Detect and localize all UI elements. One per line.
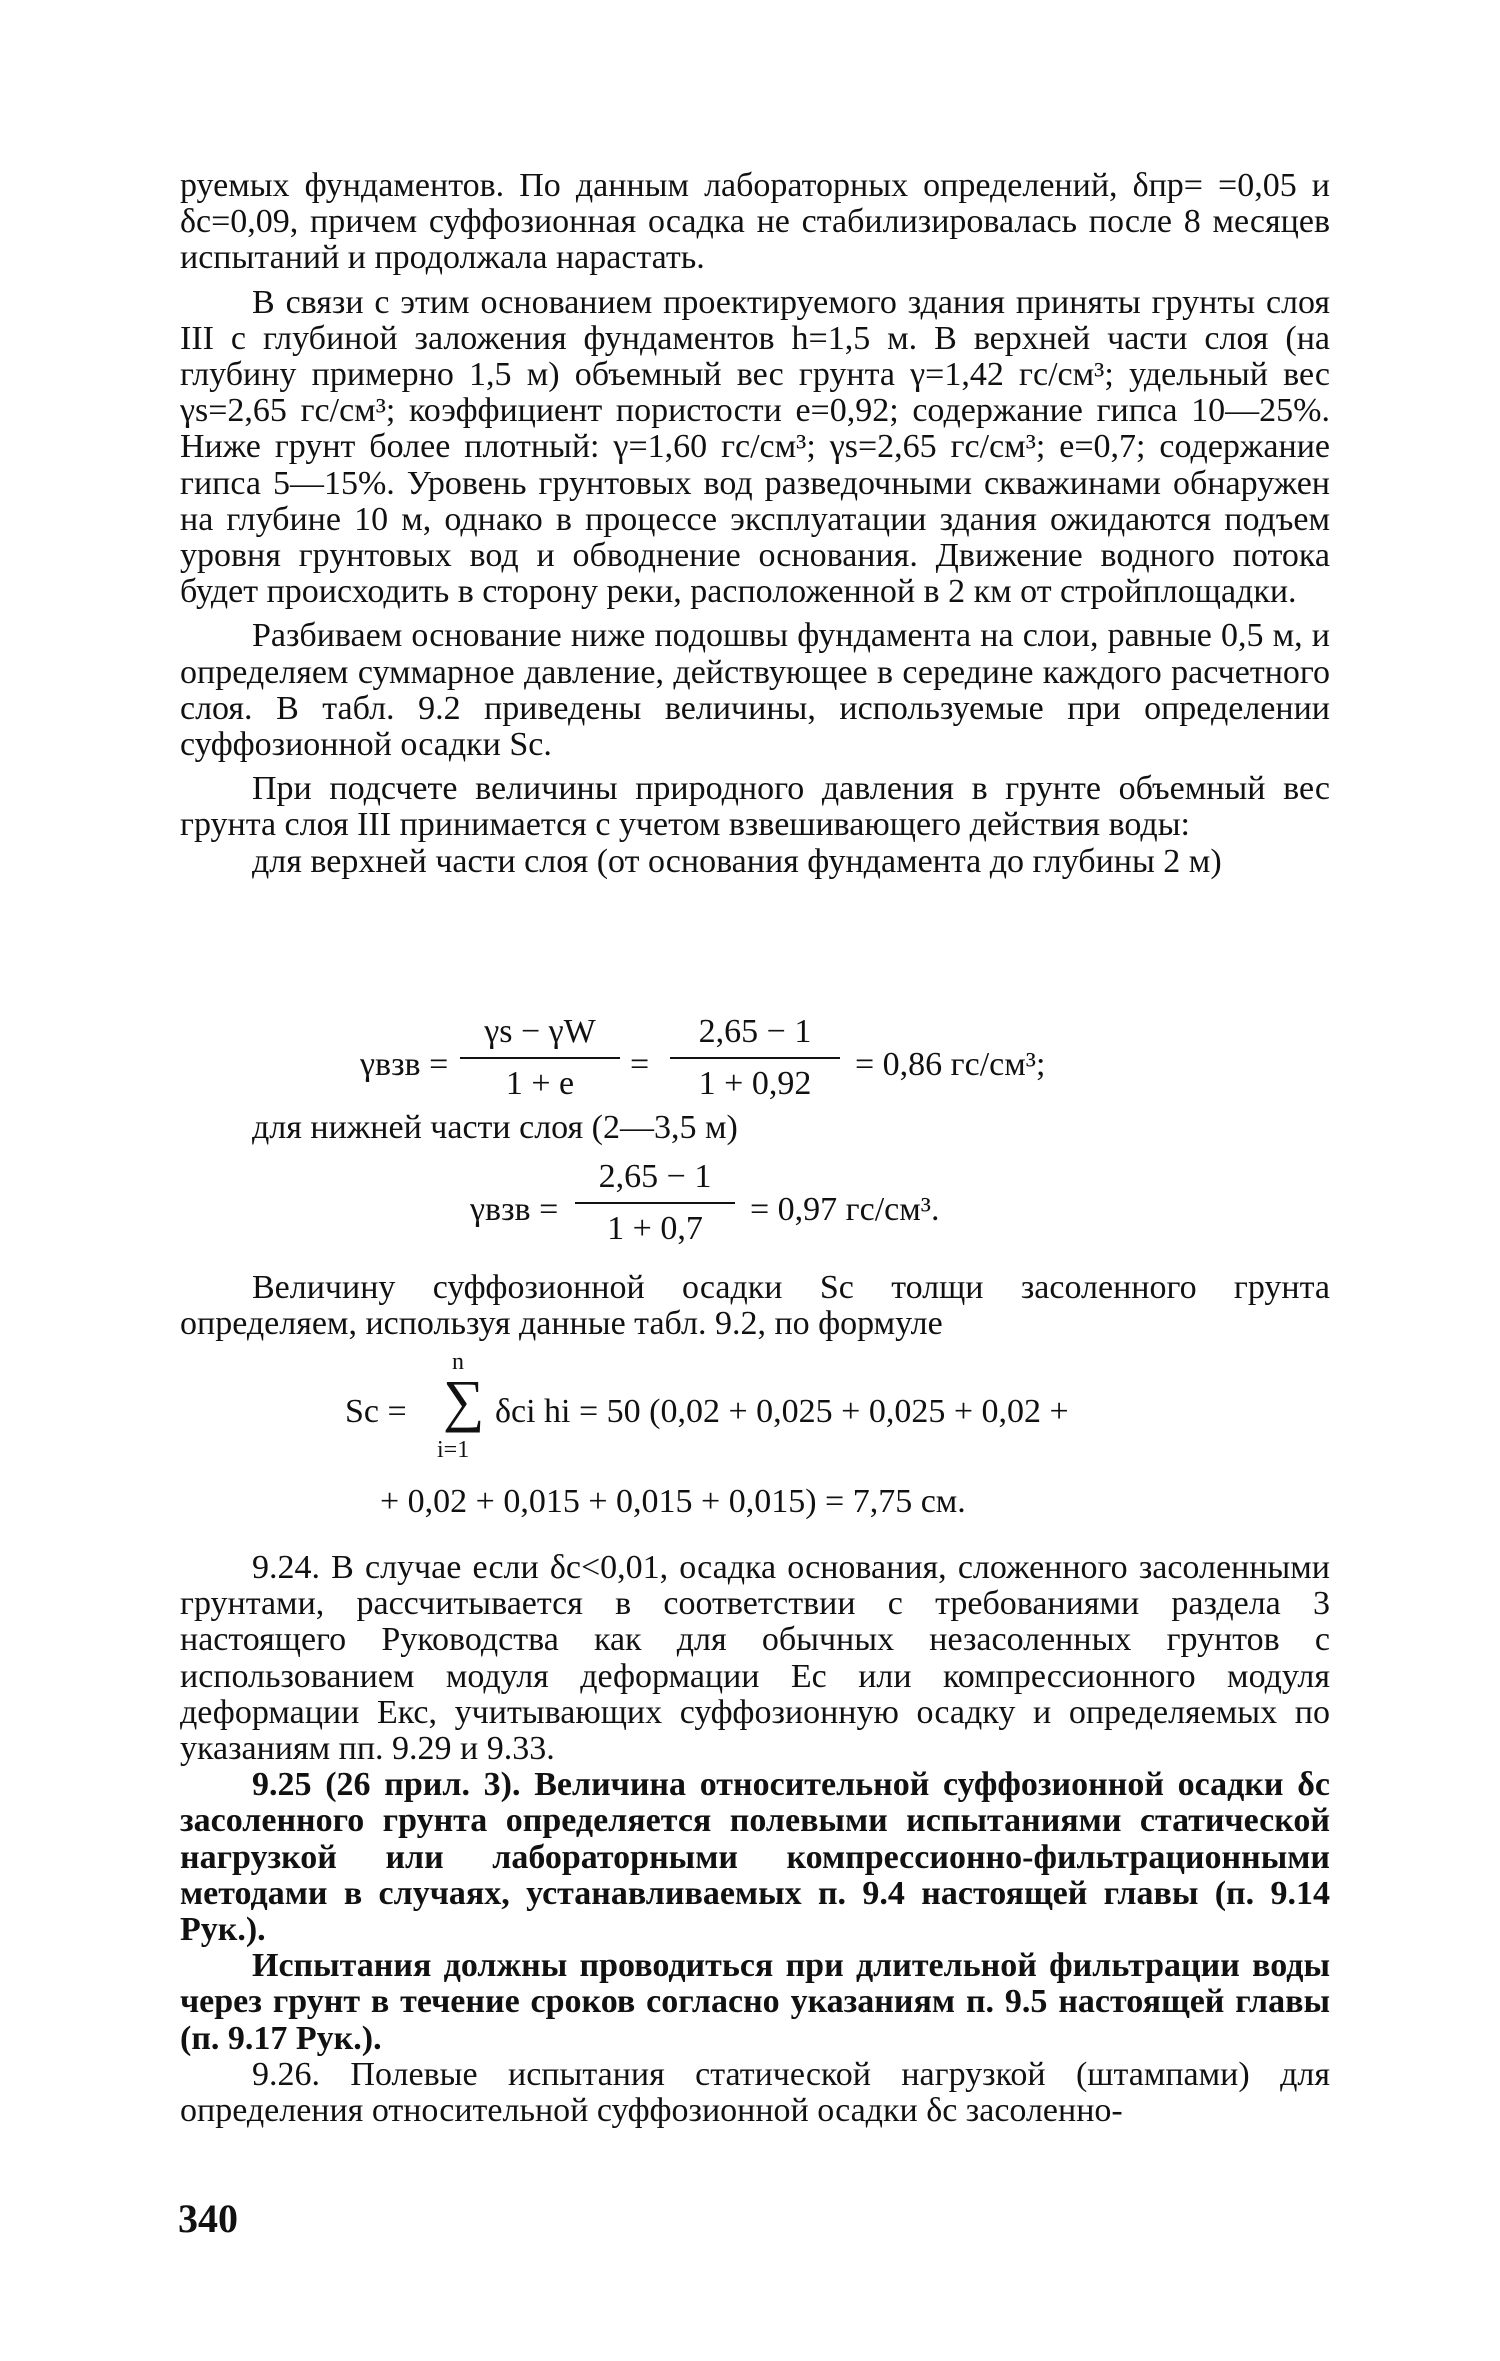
- formula2-fraction: [575, 1160, 735, 1246]
- formula1-result: = 0,86 гс/см³;: [855, 1046, 1046, 1083]
- formula-lower-layer: [470, 1160, 1070, 1260]
- formula1-fraction-numeric: [670, 1015, 840, 1101]
- formula1-lhs: γвзв =: [360, 1046, 449, 1083]
- formula-settlement: [345, 1350, 1325, 1530]
- paragraph-layer-division: Разбиваем основание ниже подошвы фундамента на слои, равные 0,5 м, и определяем суммарное давление, действующее в середине каждого расчетного слоя. В табл. 9.2 приведены величины, используемые при определении суффозионной осадки Sс.: [180, 617, 1330, 764]
- text-column-bottom: [180, 1550, 1330, 2129]
- formula3-line2: + 0,02 + 0,015 + 0,015 + 0,015) = 7,75 см.: [380, 1483, 966, 1520]
- paragraph-9-25: 9.25 (26 прил. 3). Величина относительной суффозионной осадки δс засоленного грунта определяется полевыми испытаниями статической нагрузкой или лабораторными компрессионно-фильтрационными методами в случаях, устанавливаемых п. 9.4 настоящей главы (п. 9.14 Рук.).: [180, 1766, 1330, 1949]
- paragraph-9-26: 9.26. Полевые испытания статической нагрузкой (штампами) для определения относительной суффозионной осадки δс засоленно-: [180, 2055, 1330, 2130]
- text-column-top: [180, 168, 1330, 880]
- paragraph-settlement-formula: Величину суффозионной осадки Sс толщи засоленного грунта определяем, используя данные табл. 9.2, по формуле: [180, 1269, 1330, 1343]
- formula2-result: = 0,97 гс/см³.: [750, 1191, 940, 1228]
- formula-upper-layer: [360, 1015, 1180, 1115]
- formula1-numerator-numeric: 2,65 − 1: [698, 1013, 812, 1050]
- paragraph-testing-duration: Испытания должны проводиться при длительной фильтрации воды через грунт в течение сроков согласно указаниям п. 9.5 настоящей главы (п. 9.17 Рук.).: [180, 1947, 1330, 2057]
- formula2-lhs: γвзв =: [470, 1191, 559, 1228]
- formula1-equals: =: [630, 1046, 650, 1083]
- paragraph-continuation: руемых фундаментов. По данным лабораторных определений, δпр= =0,05 и δс=0,09, причем суффозионная осадка не стабилизировалась после 8 месяцев испытаний и продолжала нарастать.: [180, 167, 1330, 277]
- formula2-denominator: 1 + 0,7: [607, 1210, 703, 1247]
- formula3-line1: δсi hi = 50 (0,02 + 0,025 + 0,025 + 0,02 +: [495, 1393, 1069, 1430]
- sum-upper-limit: n: [452, 1349, 464, 1375]
- paragraph-site-conditions: В связи с этим основанием проектируемого здания приняты грунты слоя III с глубиной заложения фундаментов h=1,5 м. В верхней части слоя (на глубину примерно 1,5 м) объемный вес грунта γ=1,42 гс/см³; удельный вес γs=2,65 гс/см³; коэффициент пористости e=0,92; содержание гипса 10—25%. Ниже грунт более плотный: γ=1,60 гс/см³; γs=2,65 гс/см³; e=0,7; содержание гипса 5—15%. Уровень грунтовых вод разведочными скважинами обнаружен на глубине 10 м, однако в процессе эксплуатации здания ожидаются подъем уровня грунтовых вод и обводнение основания. Движение водного потока будет происходить в сторону реки, расположенной в 2 км от стройплощадки.: [180, 283, 1330, 611]
- page-number: 340: [178, 2196, 238, 2241]
- paragraph-natural-pressure: При подсчете величины природного давления в грунте объемный вес грунта слоя III принимается с учетом взвешивающего действия воды:: [180, 770, 1330, 844]
- formula1-denominator-symbolic: 1 + e: [505, 1065, 575, 1102]
- formula1-denominator-numeric: 1 + 0,92: [698, 1065, 812, 1102]
- paragraph-lower-layer: для нижней части слоя (2—3,5 м): [252, 1109, 738, 1146]
- sum-symbol: ∑: [443, 1368, 485, 1433]
- formula1-fraction-symbolic: [460, 1015, 620, 1101]
- formula1-numerator-symbolic: γs − γW: [484, 1013, 596, 1050]
- paragraph-9-24: 9.24. В случае если δс<0,01, осадка основания, сложенного засоленными грунтами, рассчитывается в соответствии с требованиями раздела 3 настоящего Руководства как для обычных незасоленных грунтов с использованием модуля деформации Ес или компрессионного модуля деформации Екс, учитывающих суффозионную осадку и определяемых по указаниям пп. 9.29 и 9.33.: [180, 1549, 1330, 1768]
- sum-lower-limit: i=1: [437, 1437, 470, 1463]
- formula2-numerator: 2,65 − 1: [598, 1158, 712, 1195]
- formula3-lhs: Sс =: [345, 1393, 407, 1430]
- paragraph-upper-layer: для верхней части слоя (от основания фундамента до глубины 2 м): [252, 842, 1222, 880]
